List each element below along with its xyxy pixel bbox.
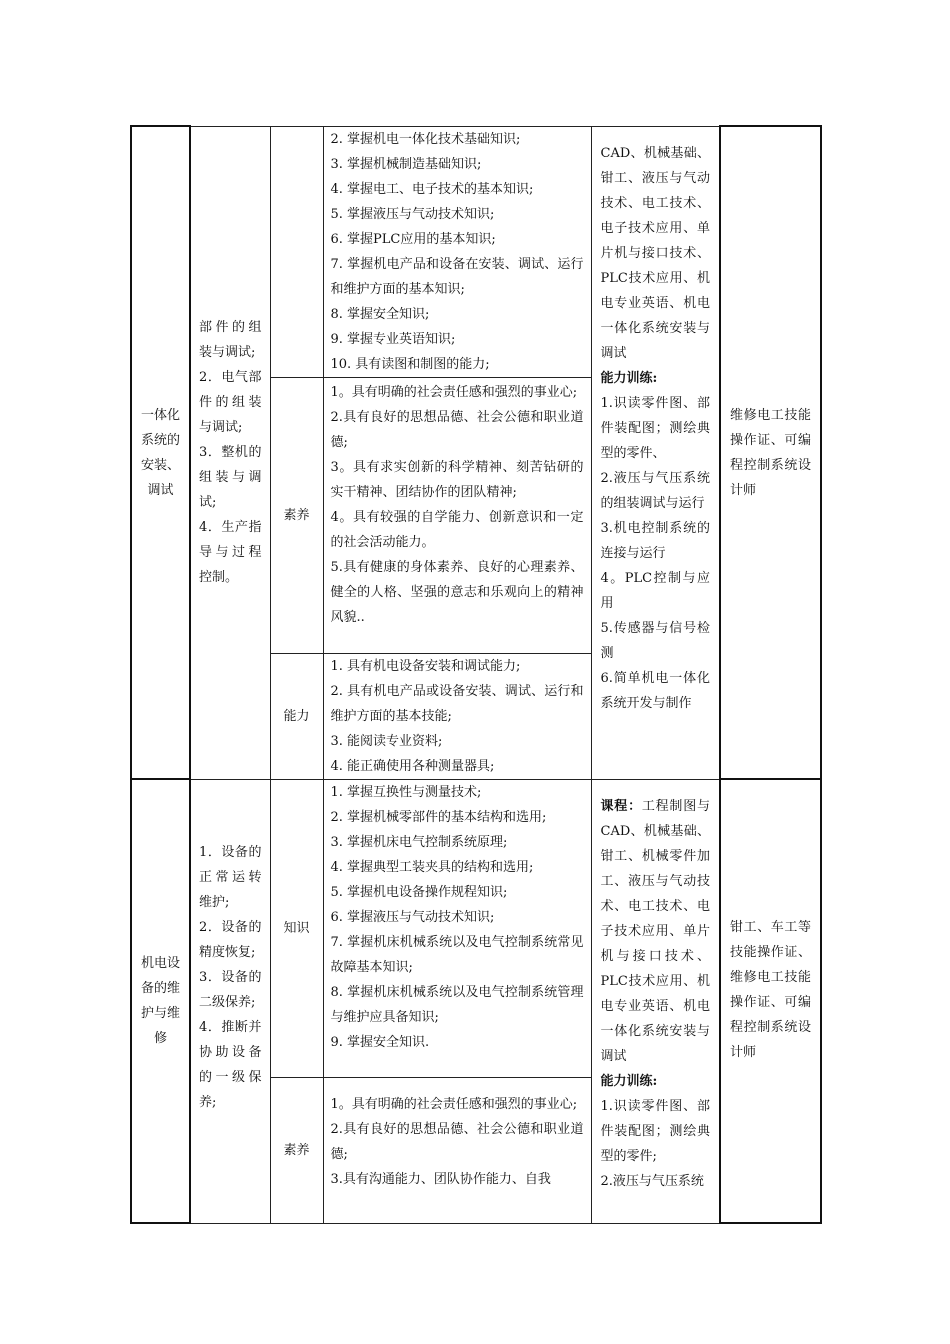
quality-item: 2.具有良好的思想品德、社会公德和职业道德; bbox=[330, 409, 584, 450]
task-item: 3．设备的二级保养; bbox=[199, 969, 262, 1010]
quality-label-cell bbox=[270, 377, 323, 653]
quality-item: 5.具有健康的身体素养、良好的心理素养、健全的人格、坚强的意志和乐观向上的精神风貌.. bbox=[330, 559, 584, 625]
ability-label: 能力 bbox=[283, 708, 310, 724]
training-label: 能力训练: bbox=[600, 370, 658, 386]
tasks-cell bbox=[190, 126, 270, 779]
knowledge-item: 4. 掌握电工、电子技术的基本知识; bbox=[330, 181, 534, 197]
training-item: 2.液压与气压系统 bbox=[600, 1173, 704, 1189]
knowledge-item: 3. 掌握机床电气控制系统原理; bbox=[330, 834, 508, 850]
quality-item: 1。具有明确的社会责任感和强烈的事业心; bbox=[330, 384, 578, 400]
quality-item: 3.具有沟通能力、团队协作能力、自我 bbox=[330, 1171, 551, 1187]
course-text: 工程制图与CAD、机械基础、钳工、机械零件加工、液压与气动技术、电工技术、电子技术应用、单片机与接口技术、PLC技术应用、机电专业英语、机电一体化系统安装与调试 bbox=[600, 798, 710, 1064]
quality-label: 素养 bbox=[283, 1142, 310, 1158]
certificate-cell bbox=[720, 779, 821, 1223]
training-label: 能力训练: bbox=[600, 1073, 658, 1089]
knowledge-label-cell bbox=[270, 779, 323, 1077]
knowledge-item: 2. 掌握机电一体化技术基础知识; bbox=[330, 131, 521, 147]
ability-label-cell bbox=[270, 653, 323, 779]
training-item: 1.识读零件图、部件装配图；测绘典型的零件; bbox=[600, 1098, 710, 1164]
task-item: 部件的组装与调试; bbox=[199, 320, 262, 360]
ability-item: 2. 具有机电产品或设备安装、调试、运行和维护方面的基本技能; bbox=[330, 683, 584, 724]
ability-cell bbox=[323, 653, 591, 779]
knowledge-label: 知识 bbox=[283, 920, 310, 936]
task-item: 4．推断并协助设备的一级保养; bbox=[199, 1019, 262, 1110]
knowledge-item: 2. 掌握机械零部件的基本结构和选用; bbox=[330, 809, 547, 825]
training-item: 4。PLC控制与应用 bbox=[600, 570, 710, 611]
task-item: 4．生产指导与过程控制。 bbox=[199, 520, 262, 585]
training-item: 2.液压与气压系统的组装调试与运行 bbox=[600, 470, 710, 511]
curriculum-table bbox=[130, 125, 822, 1224]
task-item: 2．电气部件的组装与调试; bbox=[199, 370, 262, 435]
ability-item: 4. 能正确使用各种测量器具; bbox=[330, 758, 495, 774]
knowledge-item: 3. 掌握机械制造基础知识; bbox=[330, 156, 482, 172]
knowledge-item: 9. 掌握专业英语知识; bbox=[330, 331, 456, 347]
knowledge-item: 6. 掌握液压与气动技术知识; bbox=[330, 909, 495, 925]
certificate-cell bbox=[720, 126, 821, 779]
training-item: 5.传感器与信号检测 bbox=[600, 620, 710, 661]
course-label: 课程： bbox=[600, 798, 642, 814]
knowledge-item: 8. 掌握机床机械系统以及电气控制系统管理与维护应具备知识; bbox=[330, 984, 584, 1025]
quality-label: 素养 bbox=[283, 507, 310, 523]
quality-item: 3。具有求实创新的科学精神、刻苦钻研的实干精神、团结协作的团队精神; bbox=[330, 459, 584, 500]
category-text: 一体化系统的安装、调试 bbox=[140, 407, 180, 498]
category-cell bbox=[131, 126, 190, 779]
knowledge-item: 5. 掌握液压与气动技术知识; bbox=[330, 206, 495, 222]
certificate-text: 钳工、车工等技能操作证、维修电工技能操作证、可编程控制系统设计师 bbox=[730, 920, 811, 1060]
course-cell bbox=[591, 779, 720, 1223]
course-cell bbox=[591, 126, 720, 779]
task-item: 2．设备的精度恢复; bbox=[199, 919, 262, 960]
quality-label-cell bbox=[270, 1077, 323, 1223]
quality-item: 1。具有明确的社会责任感和强烈的事业心; bbox=[330, 1096, 578, 1112]
knowledge-item: 8. 掌握安全知识; bbox=[330, 306, 430, 322]
knowledge-item: 5. 掌握机电设备操作规程知识; bbox=[330, 884, 508, 900]
knowledge-label-cell bbox=[270, 126, 323, 377]
task-item: 3．整机的组装与调试; bbox=[199, 445, 262, 510]
ability-item: 1. 具有机电设备安装和调试能力; bbox=[330, 658, 521, 674]
course-text: CAD、机械基础、钳工、液压与气动技术、电工技术、电子技术应用、单片机与接口技术、PLC技术应用、机电专业英语、机电一体化系统安装与调试 bbox=[600, 145, 710, 361]
certificate-text: 维修电工技能操作证、可编程控制系统设计师 bbox=[730, 407, 811, 498]
quality-cell bbox=[323, 1077, 591, 1223]
knowledge-item: 7. 掌握机床机械系统以及电气控制系统常见故障基本知识; bbox=[330, 934, 584, 975]
category-text: 机电设备的维护与维修 bbox=[140, 956, 180, 1046]
knowledge-cell bbox=[323, 126, 591, 377]
training-item: 6.简单机电一体化系统开发与制作 bbox=[600, 670, 710, 711]
category-cell bbox=[131, 779, 190, 1223]
quality-cell bbox=[323, 377, 591, 653]
knowledge-item: 6. 掌握PLC应用的基本知识; bbox=[330, 231, 496, 247]
knowledge-item: 7. 掌握机电产品和设备在安装、调试、运行和维护方面的基本知识; bbox=[330, 256, 584, 297]
quality-item: 4。具有较强的自学能力、创新意识和一定的社会活动能力。 bbox=[330, 509, 584, 550]
knowledge-item: 4. 掌握典型工装夹具的结构和选用; bbox=[330, 859, 534, 875]
knowledge-cell bbox=[323, 779, 591, 1077]
task-item: 1．设备的正常运转维护; bbox=[199, 844, 262, 910]
quality-item: 2.具有良好的思想品德、社会公德和职业道德; bbox=[330, 1121, 584, 1162]
knowledge-item: 9. 掌握安全知识. bbox=[330, 1034, 430, 1050]
knowledge-item: 10. 具有读图和制图的能力; bbox=[330, 356, 490, 372]
training-item: 1.识读零件图、部件装配图；测绘典型的零件、 bbox=[600, 395, 710, 461]
ability-item: 3. 能阅读专业资料; bbox=[330, 733, 443, 749]
training-item: 3.机电控制系统的连接与运行 bbox=[600, 520, 710, 561]
knowledge-item: 1. 掌握互换性与测量技术; bbox=[330, 784, 482, 800]
tasks-cell bbox=[190, 779, 270, 1223]
